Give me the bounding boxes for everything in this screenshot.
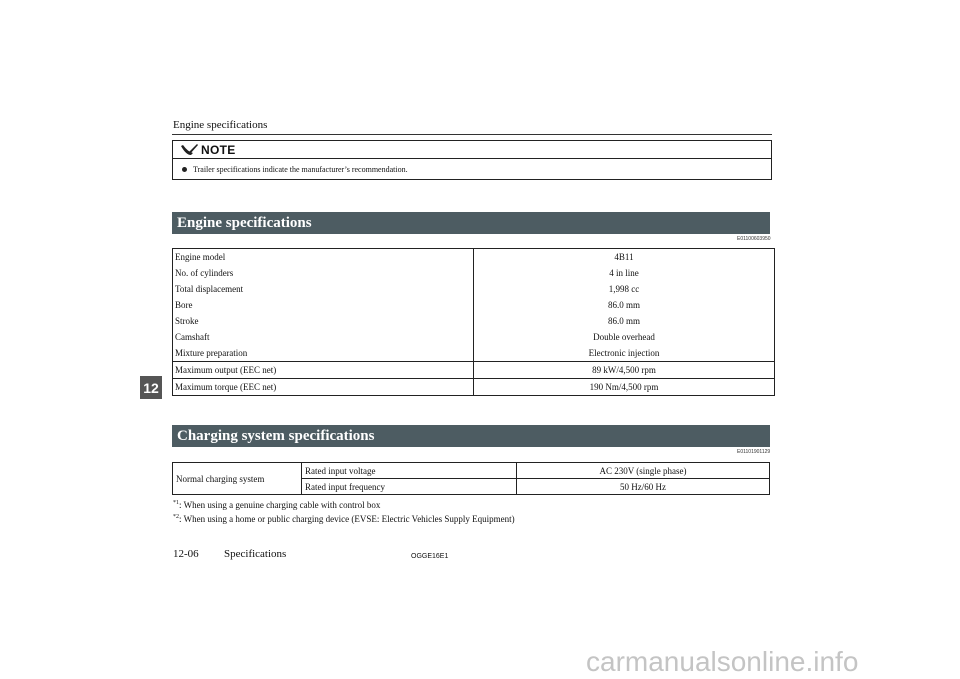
footnote xyxy=(173,500,380,510)
spec-value: Double overhead xyxy=(593,332,655,342)
engine-spec-table xyxy=(172,248,775,396)
table-row xyxy=(173,313,775,329)
table-row xyxy=(173,265,775,281)
page-header-title: Engine specifications xyxy=(173,119,268,131)
spec-value: 86.0 mm xyxy=(607,316,640,326)
table-row xyxy=(173,281,775,297)
bullet-icon xyxy=(182,167,187,172)
spec-value: 1,998 cc xyxy=(608,284,640,294)
footnote-text: : When using a home or public charging device (EVSE: Electric Vehicles Supply Equipment) xyxy=(179,514,515,524)
footnote-mark: *1 xyxy=(173,500,179,506)
spec-value: AC 230V (single phase) xyxy=(517,463,770,479)
spec-value: 50 Hz/60 Hz xyxy=(517,479,770,495)
spec-label: Rated input frequency xyxy=(302,479,517,495)
spec-label: Maximum output (EEC net) xyxy=(173,362,474,379)
page-section-name: Specifications xyxy=(224,548,287,560)
note-header xyxy=(173,141,771,159)
table-row xyxy=(173,379,775,396)
charging-section-title: Charging system specifications xyxy=(172,425,770,447)
header-rule xyxy=(172,134,772,135)
note-pen-icon xyxy=(179,143,199,157)
spec-label: Bore xyxy=(173,297,474,313)
spec-value: 190 Nm/4,500 rpm xyxy=(589,382,659,392)
spec-label: Camshaft xyxy=(173,329,474,345)
table-row xyxy=(173,345,775,362)
spec-label: Mixture preparation xyxy=(173,345,474,362)
spec-label: Total displacement xyxy=(173,281,474,297)
spec-value: 89 kW/4,500 rpm xyxy=(592,365,656,375)
spec-value: 4 in line xyxy=(609,268,639,278)
spec-label: Engine model xyxy=(173,249,474,266)
spec-value: 86.0 mm xyxy=(607,300,640,310)
spec-label: No. of cylinders xyxy=(173,265,474,281)
document-code: OGGE16E1 xyxy=(411,553,449,560)
footnote xyxy=(173,514,515,524)
spec-label: Maximum torque (EEC net) xyxy=(173,379,474,396)
spec-label: Stroke xyxy=(173,313,474,329)
table-row xyxy=(173,463,770,479)
note-box xyxy=(172,140,772,180)
engine-section-title: Engine specifications xyxy=(172,212,770,234)
footnote-mark: *2 xyxy=(173,514,179,520)
page-number: 12-06 xyxy=(173,548,199,560)
group-label: Normal charging system xyxy=(173,463,302,495)
spec-value: Electronic injection xyxy=(588,348,660,358)
spec-value: 4B11 xyxy=(614,252,634,262)
engine-ref-code: E01100603950 xyxy=(737,236,771,242)
note-label: NOTE xyxy=(201,142,236,157)
note-body xyxy=(173,159,771,179)
charging-spec-table xyxy=(172,462,770,495)
table-row xyxy=(173,362,775,379)
watermark: carmanualsonline.info xyxy=(586,646,859,677)
note-text: Trailer specifications indicate the manufacturer’s recommendation. xyxy=(193,164,408,174)
table-row xyxy=(173,297,775,313)
chapter-tab: 12 xyxy=(140,376,162,399)
spec-label: Rated input voltage xyxy=(302,463,517,479)
footnote-text: : When using a genuine charging cable with control box xyxy=(179,500,381,510)
charging-ref-code: E01101901129 xyxy=(737,449,771,455)
table-row xyxy=(173,249,775,266)
table-row xyxy=(173,329,775,345)
